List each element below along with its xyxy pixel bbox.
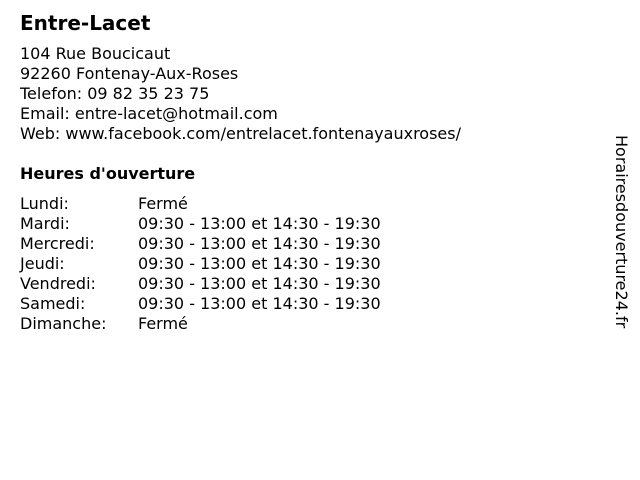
day-label: Mercredi:: [20, 234, 95, 253]
day-hours: 09:30 - 13:00 et 14:30 - 19:30: [138, 294, 381, 313]
business-card: [20, 10, 600, 334]
site-brand-label: Horairesdouverture24.fr: [612, 135, 631, 329]
hours-table: [20, 194, 600, 334]
day-hours: 09:30 - 13:00 et 14:30 - 19:30: [138, 274, 381, 293]
phone-label: Telefon:: [20, 84, 83, 103]
hours-row-tuesday: [20, 214, 600, 234]
hours-row-monday: [20, 194, 600, 214]
web-link[interactable]: www.facebook.com/entrelacet.fontenayauxroses/: [65, 124, 461, 143]
email-link[interactable]: entre-lacet@hotmail.com: [74, 104, 278, 123]
email-label: Email:: [20, 104, 70, 123]
email-line: [20, 104, 600, 124]
hours-row-sunday: [20, 314, 600, 334]
day-hours: 09:30 - 13:00 et 14:30 - 19:30: [138, 214, 381, 233]
business-name: Entre-Lacet: [20, 11, 151, 35]
phone-line: [20, 84, 600, 104]
day-label: Mardi:: [20, 214, 70, 233]
day-hours: Fermé: [138, 314, 188, 333]
day-hours: 09:30 - 13:00 et 14:30 - 19:30: [138, 234, 381, 253]
phone-link[interactable]: 09 82 35 23 75: [87, 84, 210, 103]
hours-heading: Heures d'ouverture: [20, 164, 196, 183]
day-label: Vendredi:: [20, 274, 96, 293]
day-label: Jeudi:: [20, 254, 65, 273]
web-label: Web:: [20, 124, 61, 143]
day-label: Samedi:: [20, 294, 86, 313]
address-line-1: 104 Rue Boucicaut: [20, 44, 171, 63]
day-hours: 09:30 - 13:00 et 14:30 - 19:30: [138, 254, 381, 273]
hours-row-wednesday: [20, 234, 600, 254]
hours-row-thursday: [20, 254, 600, 274]
day-label: Lundi:: [20, 194, 69, 213]
address-line-2: 92260 Fontenay-Aux-Roses: [20, 64, 239, 83]
web-line: [20, 124, 600, 144]
hours-row-friday: [20, 274, 600, 294]
day-hours: Fermé: [138, 194, 188, 213]
hours-row-saturday: [20, 294, 600, 314]
day-label: Dimanche:: [20, 314, 107, 333]
